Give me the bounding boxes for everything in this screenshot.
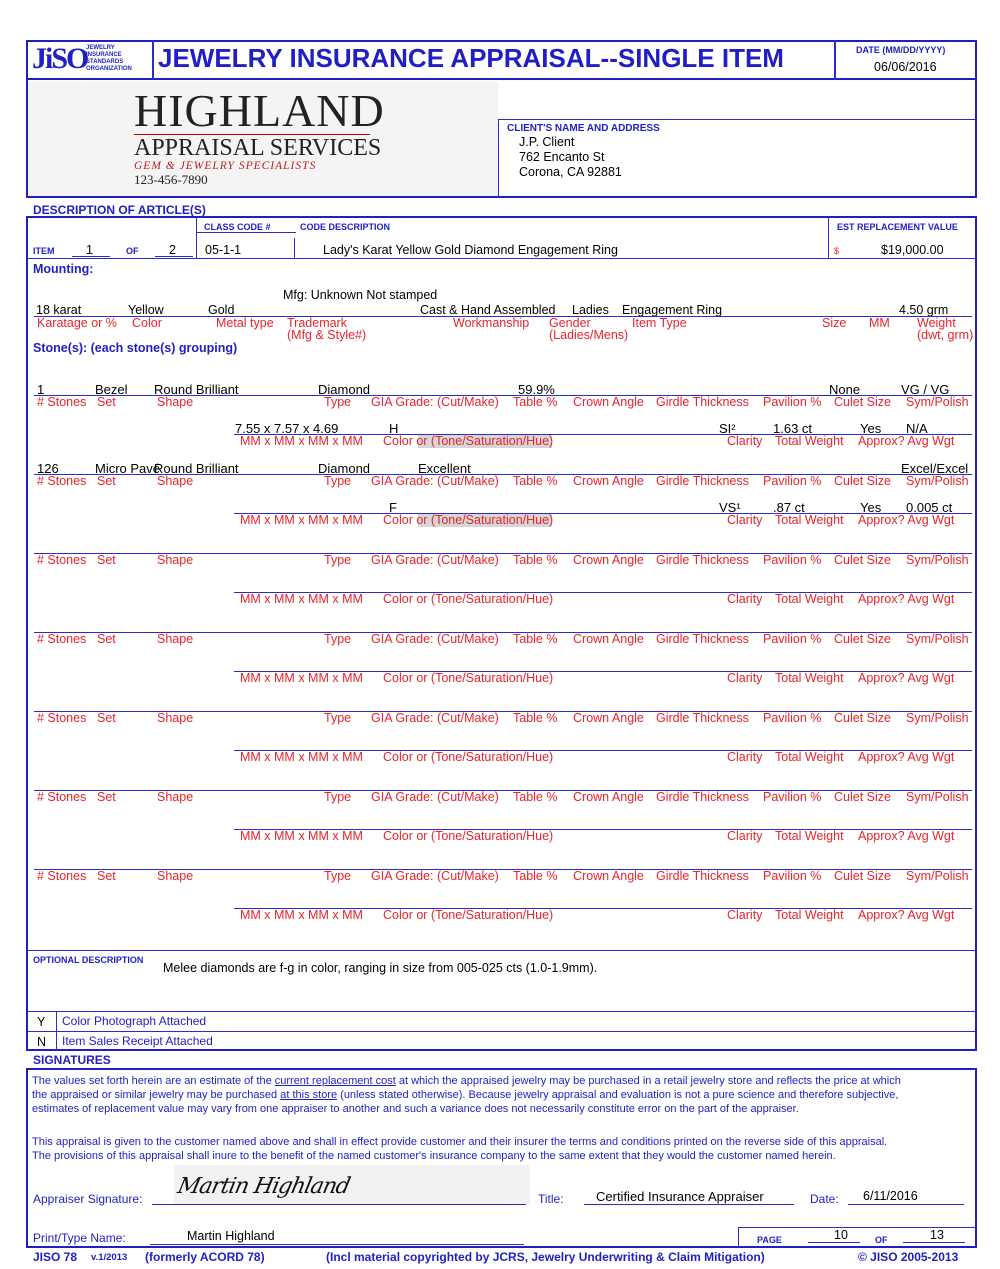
client-label: CLIENT'S NAME AND ADDRESS <box>507 123 660 134</box>
stone-label-crown: Crown Angle <box>573 869 644 883</box>
stone-label-culet: Culet Size <box>834 553 891 567</box>
stone-culet-value[interactable]: None <box>829 382 861 397</box>
print-name-label: Print/Type Name: <box>33 1231 126 1245</box>
stone-label-shape: Shape <box>157 711 194 725</box>
attachment-receipt-mark[interactable]: N <box>37 1035 47 1049</box>
stone-label-girdle: Girdle Thickness <box>656 553 749 567</box>
stone-label-mm: MM x MM x MM x MM <box>240 829 363 843</box>
business-phone: 123-456-7890 <box>134 172 208 187</box>
stone-label-clarity: Clarity <box>727 829 763 843</box>
signatures-paragraph-2: This appraisal is given to the customer named above and shall in effect provide customer and their insurer the terms and conditions printed on the reverse side of this appraisal. The provisions of this appraisal shall inure to the benefit of the named customer's insurance company to the same extent that they would the customer named herein. <box>32 1136 888 1162</box>
date-signed-label: Date: <box>810 1192 839 1206</box>
jiso-logo: JiSO JEWELRY INSURANCE STANDARDS ORGANIZATION <box>32 42 132 75</box>
page-of-label: OF <box>875 1235 888 1245</box>
stone-label-crown: Crown Angle <box>573 553 644 567</box>
stone-clarity-value[interactable]: SI² <box>719 421 736 436</box>
est-replacement-label: EST REPLACEMENT VALUE <box>837 222 958 232</box>
mounting-item-type[interactable]: Engagement Ring <box>622 303 723 317</box>
stone-label-culet: Culet Size <box>834 711 891 725</box>
stone-sym-value[interactable]: Excel/Excel <box>901 461 969 476</box>
stone-approx-value[interactable]: Yes <box>860 421 882 436</box>
stone-label-mm: MM x MM x MM x MM <box>240 908 363 922</box>
class-code-label: CLASS CODE # <box>204 222 271 232</box>
stone-label-stones: # Stones <box>37 632 87 646</box>
stone-label-total: Total Weight <box>775 434 844 448</box>
stone-label-crown: Crown Angle <box>573 395 644 409</box>
stone-shape-value[interactable]: Round Brilliant <box>154 461 239 476</box>
stone-label-table: Table % <box>513 790 558 804</box>
mounting-color[interactable]: Yellow <box>128 303 164 317</box>
est-value[interactable]: $19,000.00 <box>881 243 944 257</box>
page-value[interactable]: 10 <box>834 1228 848 1242</box>
stone-label-pavilion: Pavilion % <box>763 711 822 725</box>
stone-clarity-value[interactable]: VS¹ <box>719 500 741 515</box>
stone-label-gia: GIA Grade: (Cut/Make) <box>371 869 499 883</box>
optional-text[interactable]: Melee diamonds are f-g in color, ranging in size from 005-025 cts (1.0-1.9mm). <box>163 961 598 975</box>
stone-shape-value[interactable]: Round Brilliant <box>154 382 239 397</box>
stone-label-pavilion: Pavilion % <box>763 474 822 488</box>
page-of-value[interactable]: 13 <box>930 1228 944 1242</box>
stone-label-culet: Culet Size <box>834 474 891 488</box>
mounting-mfg[interactable]: Mfg: Unknown Not stamped <box>283 288 438 302</box>
footer-form: JISO 78 <box>33 1250 78 1264</box>
stone-sym-value[interactable]: VG / VG <box>901 382 950 397</box>
stone-mm-value[interactable]: 7.55 x 7.57 x 4.69 <box>235 421 339 436</box>
footer-version: v.1/2013 <box>91 1252 128 1263</box>
stone-label-clarity: Clarity <box>727 671 763 685</box>
stone-label-girdle: Girdle Thickness <box>656 632 749 646</box>
stone-label-total: Total Weight <box>775 592 844 606</box>
stone-label-culet: Culet Size <box>834 790 891 804</box>
appraiser-signature-label: Appraiser Signature: <box>33 1192 143 1206</box>
stone-label-color: Color or (Tone/Saturation/Hue) <box>383 829 554 843</box>
stone-label-pavilion: Pavilion % <box>763 395 822 409</box>
code-description-value[interactable]: Lady's Karat Yellow Gold Diamond Engagement Ring <box>323 243 618 257</box>
footer-incl: (Incl material copyrighted by JCRS, Jewelry Underwriting & Claim Mitigation) <box>326 1250 765 1264</box>
stone-label-shape: Shape <box>157 632 194 646</box>
title-value[interactable]: Certified Insurance Appraiser <box>596 1189 764 1204</box>
stone-label-mm: MM x MM x MM x MM <box>240 750 363 764</box>
stone-label-stones: # Stones <box>37 790 87 804</box>
stone-label-mm: MM x MM x MM x MM <box>240 434 363 448</box>
stone-label-mm: MM x MM x MM x MM <box>240 671 363 685</box>
stone-label-color: Color or (Tone/Saturation/Hue) <box>383 750 554 764</box>
stone-count-value[interactable]: 1 <box>37 382 45 397</box>
stone-label-girdle: Girdle Thickness <box>656 474 749 488</box>
optional-label: OPTIONAL DESCRIPTION <box>33 955 144 965</box>
stone-label-set: Set <box>97 395 116 409</box>
stone-label-total: Total Weight <box>775 750 844 764</box>
stone-label-gia: GIA Grade: (Cut/Make) <box>371 395 499 409</box>
stone-table-value[interactable]: 59.9% <box>518 382 555 397</box>
stone-label-sym: Sym/Polish <box>906 395 969 409</box>
stone-total-value[interactable]: .87 ct <box>773 500 805 515</box>
stone-label-table: Table % <box>513 474 558 488</box>
stone-label-girdle: Girdle Thickness <box>656 790 749 804</box>
stone-label-gia: GIA Grade: (Cut/Make) <box>371 790 499 804</box>
stone-label-shape: Shape <box>157 790 194 804</box>
stones-label: Stone(s): (each stone(s) grouping) <box>33 341 238 355</box>
stone-label-shape: Shape <box>157 869 194 883</box>
stone-label-mm: MM x MM x MM x MM <box>240 513 363 527</box>
stone-color-value[interactable]: F <box>389 500 397 515</box>
attachment-photo-label: Color Photograph Attached <box>62 1014 207 1028</box>
attachment-photo-mark[interactable]: Y <box>37 1015 46 1029</box>
stone-label-set: Set <box>97 711 116 725</box>
stone-label-clarity: Clarity <box>727 750 763 764</box>
stone-label-table: Table % <box>513 395 558 409</box>
stone-label-sym: Sym/Polish <box>906 474 969 488</box>
stone-label-sym: Sym/Polish <box>906 711 969 725</box>
stone-label-type: Type <box>324 869 352 883</box>
stone-label-crown: Crown Angle <box>573 711 644 725</box>
signatures-label: SIGNATURES <box>33 1053 111 1067</box>
stone-label-sym: Sym/Polish <box>906 790 969 804</box>
date-label: DATE (MM/DD/YYYY) <box>856 45 946 55</box>
stone-label-clarity: Clarity <box>727 513 763 527</box>
stone-label-mm: MM x MM x MM x MM <box>240 592 363 606</box>
mounting-label: Mounting: <box>33 262 94 276</box>
date-value[interactable]: 06/06/2016 <box>874 60 937 74</box>
stone-label-total: Total Weight <box>775 908 844 922</box>
stone-label-sym: Sym/Polish <box>906 632 969 646</box>
class-code-value[interactable]: 05-1-1 <box>205 243 242 257</box>
stone-type-value[interactable]: Diamond <box>318 382 371 397</box>
stone-label-clarity: Clarity <box>727 434 763 448</box>
attachment-receipt-label: Item Sales Receipt Attached <box>62 1034 213 1048</box>
currency-symbol: $ <box>834 246 840 256</box>
stone-label-girdle: Girdle Thickness <box>656 711 749 725</box>
stone-label-shape: Shape <box>157 474 194 488</box>
stone-type-value[interactable]: Diamond <box>318 461 371 476</box>
stone-label-stones: # Stones <box>37 395 87 409</box>
date-signed-value[interactable]: 6/11/2016 <box>863 1189 918 1203</box>
stone-label-stones: # Stones <box>37 711 87 725</box>
stone-label-approx: Approx? Avg Wgt <box>858 671 955 685</box>
stone-label-total: Total Weight <box>775 829 844 843</box>
footer-copyright: © JISO 2005-2013 <box>858 1250 959 1264</box>
stone-label-culet: Culet Size <box>834 632 891 646</box>
stone-label-color: Color or (Tone/Saturation/Hue) <box>383 592 554 606</box>
stone-label-total: Total Weight <box>775 513 844 527</box>
stone-label-type: Type <box>324 395 352 409</box>
stone-label-approx: Approx? Avg Wgt <box>858 829 955 843</box>
stone-label-pavilion: Pavilion % <box>763 632 822 646</box>
stone-label-type: Type <box>324 553 352 567</box>
stone-gia-value[interactable]: Excellent <box>418 461 471 476</box>
stone-label-crown: Crown Angle <box>573 790 644 804</box>
stone-label-culet: Culet Size <box>834 395 891 409</box>
stone-label-sym: Sym/Polish <box>906 553 969 567</box>
mounting-gender[interactable]: Ladies <box>572 303 609 317</box>
stone-label-clarity: Clarity <box>727 592 763 606</box>
of-value[interactable]: 2 <box>169 243 176 257</box>
print-name-value[interactable]: Martin Highland <box>187 1229 275 1243</box>
stone-label-pavilion: Pavilion % <box>763 553 822 567</box>
stone-label-set: Set <box>97 553 116 567</box>
stone-label-stones: # Stones <box>37 553 87 567</box>
stone-label-stones: # Stones <box>37 474 87 488</box>
stone-label-approx: Approx? Avg Wgt <box>858 513 955 527</box>
stone-color-value[interactable]: H <box>389 421 399 436</box>
stone-label-set: Set <box>97 474 116 488</box>
business-tagline: GEM & JEWELRY SPECIALISTS <box>134 160 317 172</box>
mounting-metal[interactable]: Gold <box>208 303 235 317</box>
stone-label-set: Set <box>97 790 116 804</box>
of-label: OF <box>126 246 139 256</box>
stone-label-table: Table % <box>513 869 558 883</box>
stone-avg-value[interactable]: N/A <box>906 421 928 436</box>
business-name-line1: HIGHLAND <box>134 85 385 136</box>
stone-label-approx: Approx? Avg Wgt <box>858 750 955 764</box>
business-name <box>134 85 385 188</box>
stone-avg-value[interactable]: 0.005 ct <box>906 500 953 515</box>
stone-label-color: Color or (Tone/Saturation/Hue) <box>383 434 554 448</box>
stone-label-gia: GIA Grade: (Cut/Make) <box>371 553 499 567</box>
code-description-label: CODE DESCRIPTION <box>300 222 391 232</box>
item-label: ITEM <box>33 246 55 256</box>
stone-label-approx: Approx? Avg Wgt <box>858 592 955 606</box>
stone-label-crown: Crown Angle <box>573 632 644 646</box>
stone-label-set: Set <box>97 632 116 646</box>
stone-label-stones: # Stones <box>37 869 87 883</box>
stone-label-pavilion: Pavilion % <box>763 790 822 804</box>
description-section-label: DESCRIPTION OF ARTICLE(S) <box>33 203 206 217</box>
appraiser-signature[interactable]: Martin Highland <box>175 1174 352 1199</box>
stone-label-gia: GIA Grade: (Cut/Make) <box>371 474 499 488</box>
form-title: JEWELRY INSURANCE APPRAISAL--SINGLE ITEM <box>158 43 784 73</box>
stone-label-total: Total Weight <box>775 671 844 685</box>
stone-label-set: Set <box>97 869 116 883</box>
client-street[interactable]: 762 Encanto St <box>519 150 605 164</box>
stone-label-clarity: Clarity <box>727 908 763 922</box>
signatures-paragraph-1: The values set forth herein are an estimate of the current replacement cost at which the appraised jewelry may be purchased in a retail jewelry store and reflects the price at which the appraised or similar jewelry may be purchased at this store (unless stated otherwise). Because jewelry appraisal and evaluation is not a pure science and therefore subjective, estimates of replacement value may vary from one appraiser to another and such a variance does not necessarily constitute error on the part of the appraiser. <box>32 1075 901 1115</box>
stone-label-table: Table % <box>513 553 558 567</box>
stone-label-shape: Shape <box>157 395 194 409</box>
mounting-workmanship[interactable]: Cast & Hand Assembled <box>420 303 556 317</box>
stone-label-pavilion: Pavilion % <box>763 869 822 883</box>
stone-label-table: Table % <box>513 711 558 725</box>
stone-label-approx: Approx? Avg Wgt <box>858 434 955 448</box>
stone-total-value[interactable]: 1.63 ct <box>773 421 813 436</box>
stone-label-crown: Crown Angle <box>573 474 644 488</box>
stone-label-sym: Sym/Polish <box>906 869 969 883</box>
stone-label-type: Type <box>324 790 352 804</box>
stone-approx-value[interactable]: Yes <box>860 500 882 515</box>
stone-label-girdle: Girdle Thickness <box>656 395 749 409</box>
mounting-karatage[interactable]: 18 karat <box>36 303 82 317</box>
page-label: PAGE <box>757 1235 782 1245</box>
title-label: Title: <box>538 1192 564 1206</box>
jiso-logo-text: JiSO <box>32 42 88 75</box>
client-name[interactable]: J.P. Client <box>519 135 575 149</box>
stone-set-value[interactable]: Bezel <box>95 382 128 397</box>
stone-set-value[interactable]: Micro Pavé <box>95 461 161 476</box>
stone-label-shape: Shape <box>157 553 194 567</box>
stone-label-color: Color or (Tone/Saturation/Hue) <box>383 908 554 922</box>
client-city[interactable]: Corona, CA 92881 <box>519 165 622 179</box>
stone-label-culet: Culet Size <box>834 869 891 883</box>
item-value[interactable]: 1 <box>86 243 93 257</box>
stone-label-girdle: Girdle Thickness <box>656 869 749 883</box>
stone-label-type: Type <box>324 474 352 488</box>
stone-label-color: Color or (Tone/Saturation/Hue) <box>383 671 554 685</box>
stone-label-gia: GIA Grade: (Cut/Make) <box>371 711 499 725</box>
stone-count-value[interactable]: 126 <box>37 461 59 476</box>
stone-label-type: Type <box>324 711 352 725</box>
stone-label-gia: GIA Grade: (Cut/Make) <box>371 632 499 646</box>
mounting-weight[interactable]: 4.50 grm <box>899 303 949 317</box>
stone-label-approx: Approx? Avg Wgt <box>858 908 955 922</box>
stone-label-table: Table % <box>513 632 558 646</box>
footer-formerly: (formerly ACORD 78) <box>145 1250 265 1264</box>
stone-label-type: Type <box>324 632 352 646</box>
stone-label-color: Color or (Tone/Saturation/Hue) <box>383 513 554 527</box>
business-name-line2: APPRAISAL SERVICES <box>134 135 382 161</box>
